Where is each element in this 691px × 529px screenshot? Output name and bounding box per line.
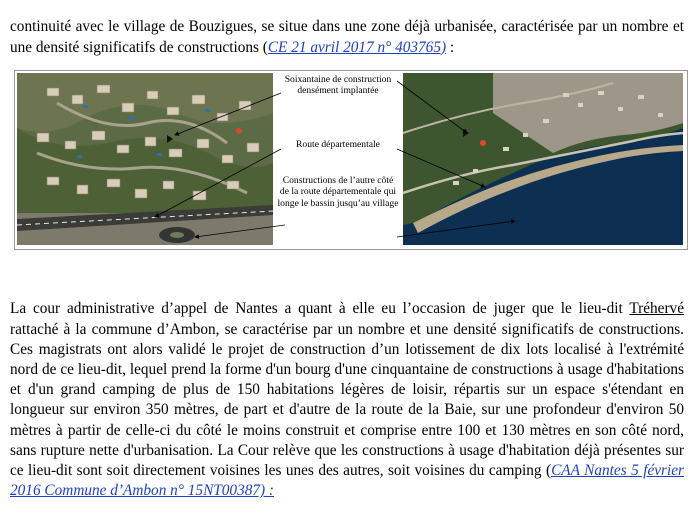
- annotation-arrows: [15, 71, 687, 249]
- paragraph-text: continuité avec le village de Bouzigues, se situe dans une zone déjà urbanisée, caractérisée par un nombre et une densité significatifs de constructions (: [10, 18, 684, 56]
- label-departmental-road: Route départementale: [296, 139, 380, 150]
- citation-link-caa-nantes-2016[interactable]: CAA Nantes 5 février 2016 Commune d’Ambon n° 15NT00387) :: [10, 461, 684, 500]
- paragraph-tail: :: [446, 38, 455, 56]
- paragraph-text-part1: La cour administrative d’appel de Nantes a quant à elle eu l’occasion de juger que le lieu-dit: [10, 300, 630, 318]
- paragraph-text-part2: rattaché à la commune d’Ambon, se caractérise par un nombre et une densité significatifs de constructions. Ces magistrats ont alors validé le projet de construction d’un lotissement de dix lots localisé à l'extrémité nord de ce lieu-dit, lequel prend la forme d'un bourg d'une cinquantaine de constructions à usage d'habitations et d'un grand camping de plus de 150 habitations légères de loisir, répartis sur un espace s'étendant en longueur sur environ 350 mètres, de part et d'autre de la route de la Baie, sur une profondeur d'environ 50 mètres à partir de celle-ci du côté le moins construit et comprise entre 100 et 130 mètres en son côté nord, sans rupture nette d'urbanisation. La Cour relève que les constructions à usage d'habitation déjà présentes sur ce lieu-dit sont soit directement voisines les unes des autres, soit voisines du camping (: [10, 320, 684, 479]
- paragraph-bouzigues: [10, 17, 684, 57]
- paragraph-trehervé: [10, 299, 684, 501]
- aerial-photos-figure: [14, 70, 688, 250]
- label-dense-constructions: Soixantaine de construction densément implantée: [284, 74, 392, 97]
- citation-link-ce-2017[interactable]: CE 21 avril 2017 n° 403765): [267, 38, 447, 56]
- label-constructions-other-side: Constructions de l’autre côté de la route départementale qui longe le bassin jusqu’au village: [277, 175, 399, 209]
- place-name-treherve: Tréhervé: [629, 300, 684, 318]
